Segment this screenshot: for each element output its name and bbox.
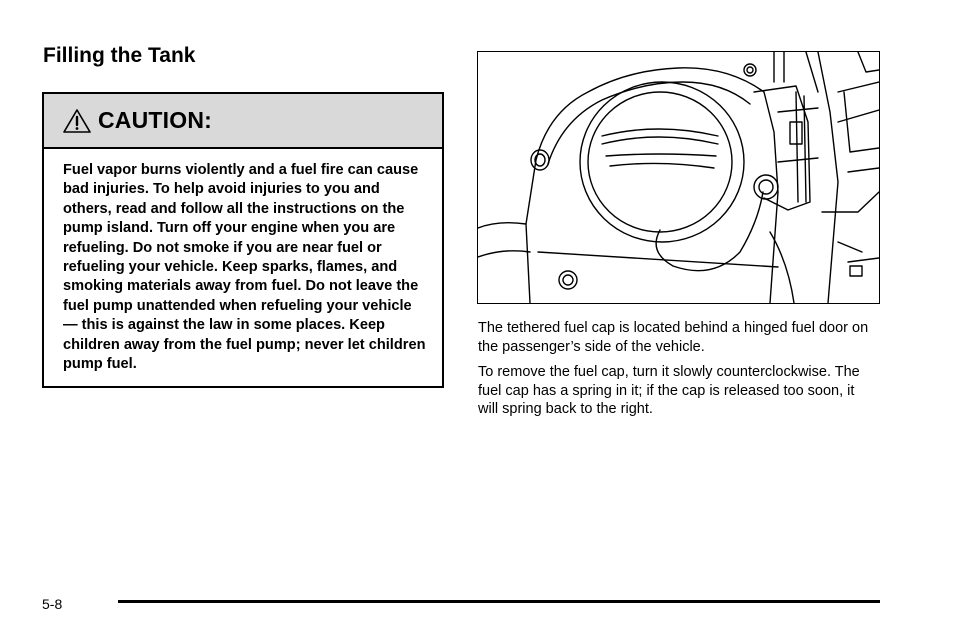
- caution-header: [44, 94, 442, 149]
- body-paragraph-2: To remove the fuel cap, turn it slowly counterclockwise. The fuel cap has a spring in it; if the cap is released too soon, it will spring back to the right.: [478, 364, 860, 417]
- fuel-cap-illustration: [477, 51, 880, 304]
- footer-rule: [118, 600, 880, 603]
- caution-box: [42, 92, 444, 388]
- body-paragraph-1: The tethered fuel cap is located behind a hinged fuel door on the passenger’s side of the vehicle.: [478, 320, 869, 355]
- warning-triangle-icon: [62, 107, 92, 135]
- page-number: 5-8: [42, 596, 63, 612]
- section-title: Filling the Tank: [43, 44, 196, 67]
- caution-text: Fuel vapor burns violently and a fuel fire can cause bad injuries. To help avoid injuries to you and others, read and follow all the instructions on the pump island. Turn off your engine when you are refueling. Do not smoke if you are near fuel or refueling your vehicle. Keep sparks, flames, and smoking materials away from fuel. Do not leave the fuel pump unattended when refueling your vehicle — this is against the law in some places. Keep children away from the fuel pump; never let children pump fuel.: [63, 162, 426, 373]
- caution-label: CAUTION:: [98, 107, 213, 133]
